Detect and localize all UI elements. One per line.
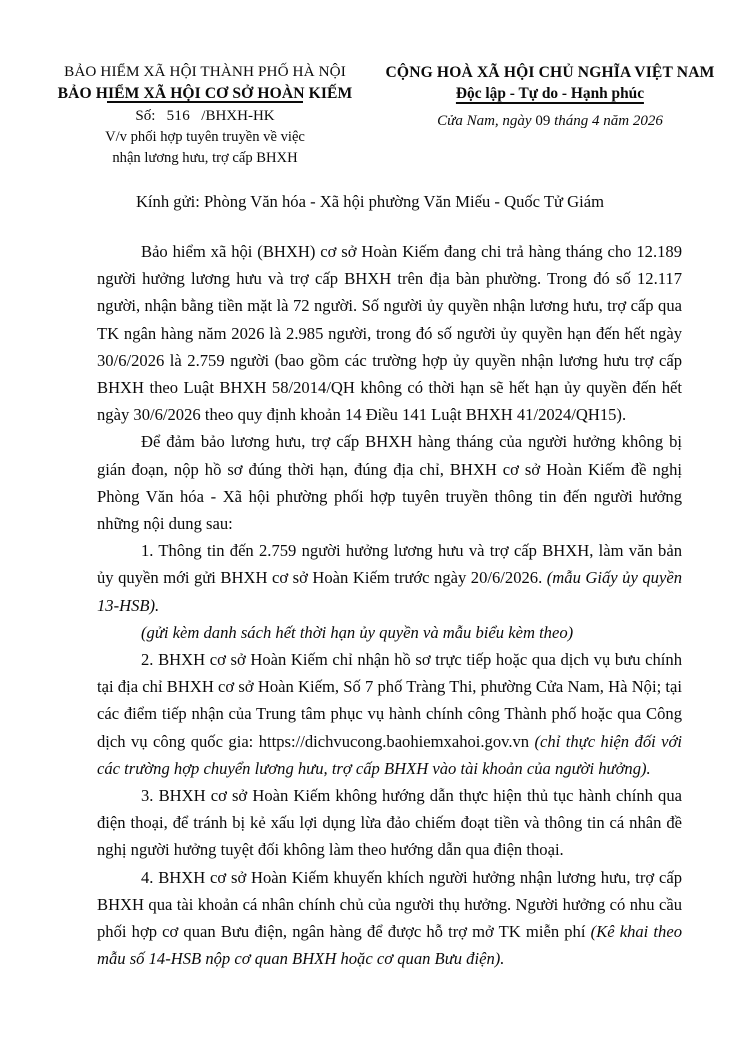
body-item-1-text: 1. Thông tin đến 2.759 người hưởng lương hưu và trợ cấp BHXH, làm văn bản ủy quyền mới gửi BHXH cơ sở Hoàn Kiếm trước ngày 20/6/2026. [97, 541, 682, 588]
body-item-4-italic: (Kê khai theo mẫu số 14-HSB nộp cơ quan BHXH hoặc cơ quan Bưu điện). [97, 922, 682, 969]
national-motto-text: Độc lập - Tự do - Hạnh phúc [455, 85, 645, 103]
motto-underline [456, 102, 644, 103]
issue-place: Cửa Nam, [437, 112, 499, 129]
body-item-3: 3. BHXH cơ sở Hoàn Kiếm không hướng dẫn thực hiện thủ tục hành chính qua điện thoại, để tránh bị kẻ xấu lợi dụng lừa đảo chiếm đoạt tiền và thông tin cá nhân đề nghị người hưởng tuyệt đối không làm theo hướng dẫn qua điện thoại. [97, 786, 682, 860]
body-item-1 [97, 537, 682, 619]
document-body [97, 238, 682, 972]
subject-line-1: V/v phối hợp tuyên truyền về việc [105, 129, 305, 146]
header-right-block [385, 62, 715, 132]
body-item-2-italic: (chỉ thực hiện đối với các trường hợp chuyển lương hưu, trợ cấp BHXH vào tài khoản của người hưởng). [97, 731, 682, 778]
national-motto [456, 83, 644, 105]
issuing-parent-organization: BẢO HIỂM XÃ HỘI THÀNH PHỐ HÀ NỘI [64, 63, 346, 80]
body-item-4 [97, 864, 682, 973]
issue-year: 2026 [632, 112, 663, 129]
month-label: tháng [554, 112, 589, 129]
recipient-line: Kính gửi: Phòng Văn hóa - Xã hội phường Văn Miếu - Quốc Tử Giám [135, 192, 605, 211]
body-paragraph-1: Bảo hiểm xã hội (BHXH) cơ sở Hoàn Kiếm đang chi trả hàng tháng cho 12.189 người hưởng lương hưu và trợ cấp BHXH trên địa bàn phường. Trong đó số 12.117 người, nhận bằng tiền mặt là 72 người. Số người ủy quyền nhận lương hưu, trợ cấp qua TK ngân hàng năm 2026 là 2.985 người, trong đó số người ủy quyền hạn đến hết ngày 30/6/2026 là 2.759 người (bao gồm các trường hợp ủy quyền nhận lương hưu trợ cấp BHXH theo Luật BHXH 58/2014/QH không có thời hạn sẽ hết hạn ủy quyền đến hết ngày 30/6/2026 theo quy định khoản 14 Điều 141 Luật BHXH 41/2024/QH15). [97, 242, 682, 425]
issuing-organization [58, 83, 353, 104]
document-number-suffix: /BHXH-HK [201, 107, 275, 124]
subject-line-2: nhận lương hưu, trợ cấp BHXH [112, 150, 298, 167]
body-item-1-italic: (mẫu Giấy ủy quyền 13-HSB). [97, 568, 682, 615]
issue-day: 09 [535, 112, 551, 129]
organization-underline [107, 101, 303, 102]
document-number-label: Số: [135, 107, 156, 124]
issuing-organization-text: BẢO HIỂM XÃ HỘI CƠ SỞ HOÀN KIẾM [57, 84, 353, 102]
place-and-date [385, 110, 715, 133]
document-header [0, 62, 740, 169]
date-prefix: ngày [502, 112, 532, 129]
document-number-value: 516 [166, 107, 191, 124]
national-title: CỘNG HOÀ XÃ HỘI CHỦ NGHĨA VIỆT NAM [385, 64, 715, 81]
body-item-2-text: 2. BHXH cơ sở Hoàn Kiếm chỉ nhận hồ sơ trực tiếp hoặc qua dịch vụ bưu chính tại địa chỉ BHXH cơ sở Hoàn Kiếm, Số 7 phố Tràng Thi, phường Cửa Nam, Hà Nội; tại các điểm tiếp nhận của Trung tâm phục vụ hành chính công Thành phố hoặc qua Công dịch vụ công quốc gia: https://dichvucong.baohiemxahoi.gov.vn [97, 650, 682, 751]
body-item-2 [97, 646, 682, 782]
issue-month: 4 [592, 112, 600, 129]
header-left-block [35, 62, 375, 169]
body-item-1-note: (gửi kèm danh sách hết thời hạn ủy quyền và mẫu biểu kèm theo) [141, 622, 574, 642]
body-paragraph-2: Để đảm bảo lương hưu, trợ cấp BHXH hàng tháng của người hưởng không bị gián đoạn, nộp hồ sơ đúng thời hạn, đúng địa chỉ, BHXH cơ sở Hoàn Kiếm đề nghị Phòng Văn hóa - Xã hội phường phối hợp tuyên truyền thông tin đến người hưởng những nội dung sau: [97, 432, 682, 534]
year-label: năm [603, 112, 630, 129]
body-item-4-text: 4. BHXH cơ sở Hoàn Kiếm khuyến khích người hưởng nhận lương hưu, trợ cấp BHXH qua tài khoản cá nhân chính chủ của người thụ hưởng. Người hưởng có nhu cầu phối hợp cơ quan Bưu điện, ngân hàng để được hỗ trợ mở TK miễn phí [97, 867, 682, 942]
document-number-line [35, 105, 375, 128]
